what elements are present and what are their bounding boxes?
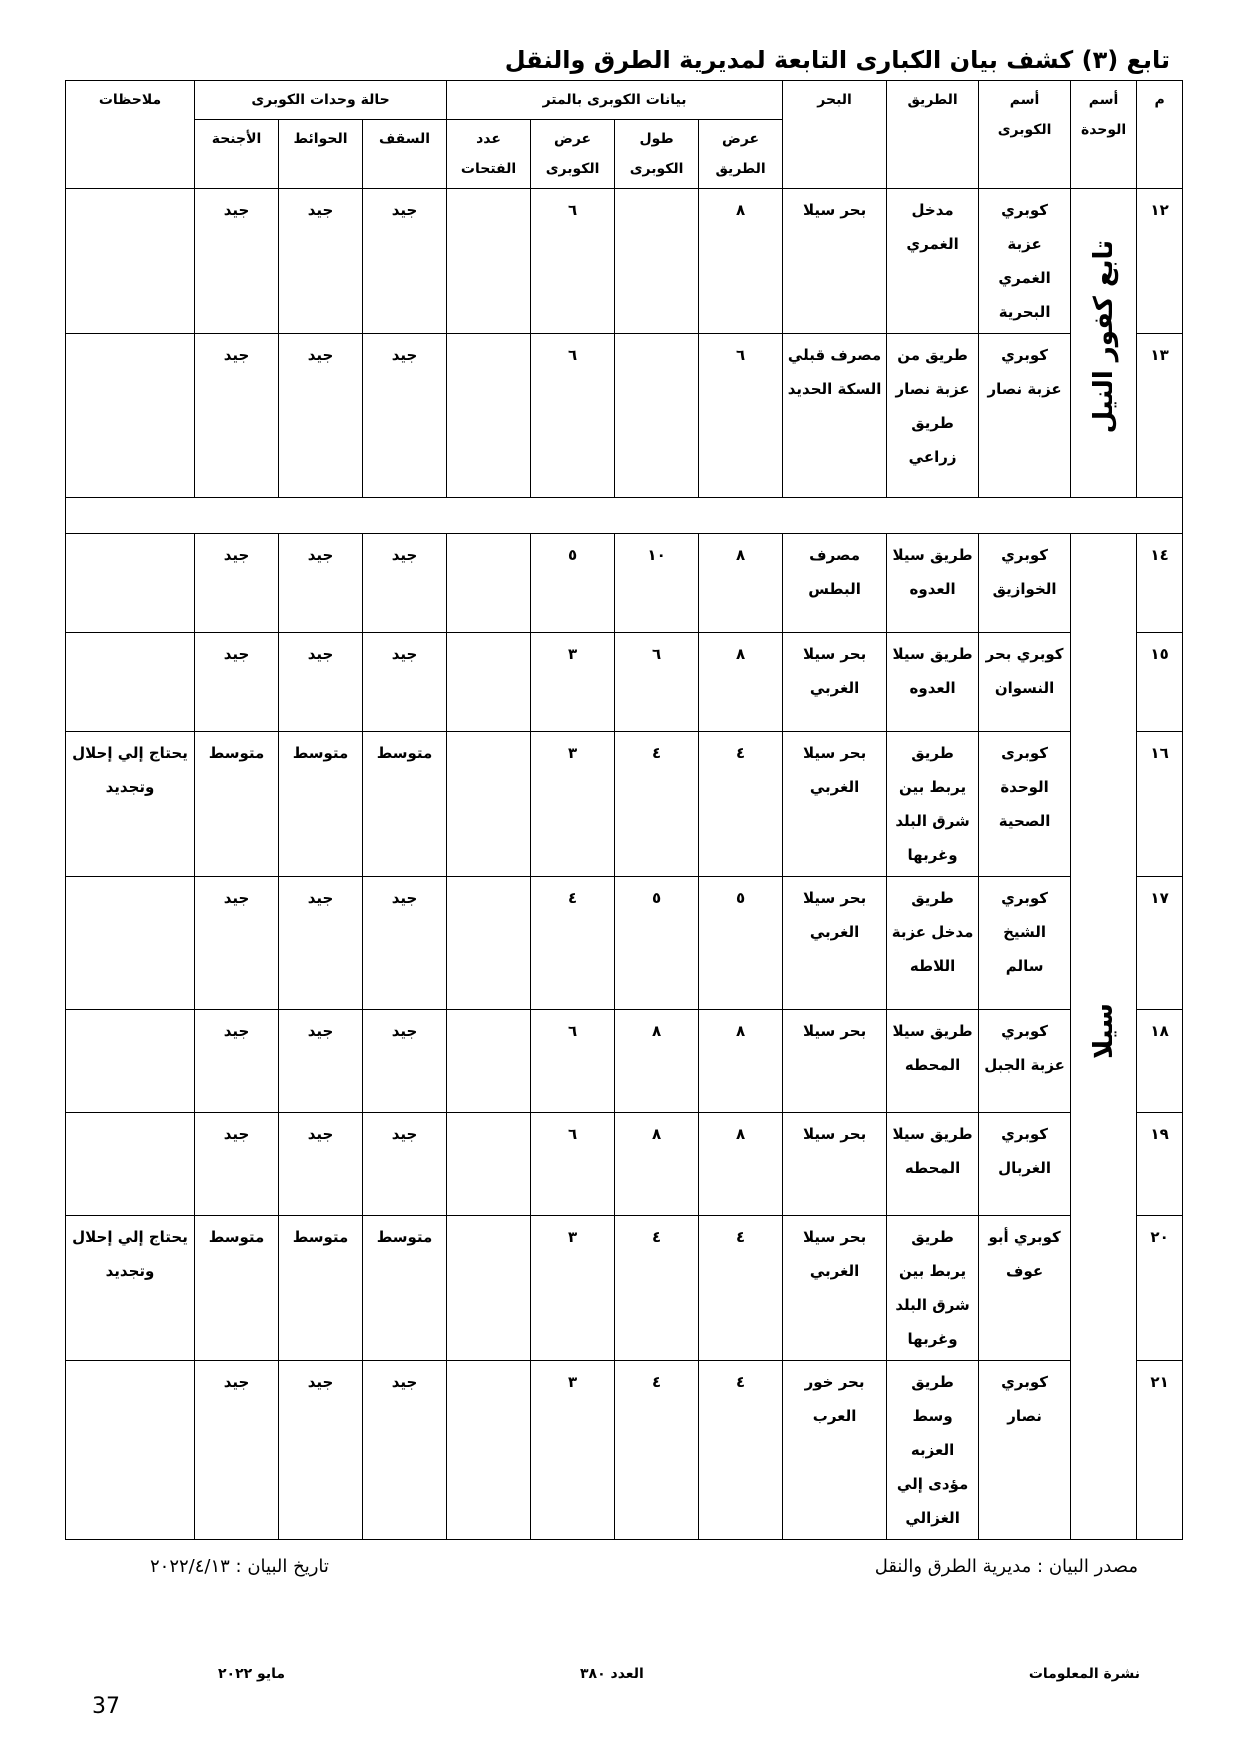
openings-cell xyxy=(447,633,531,732)
road-cell: طريق سيلا المحطه xyxy=(887,1113,979,1216)
source-note: مصدر البيان : مديرية الطرق والنقل xyxy=(874,1556,1138,1577)
road-cell: طريق سيلا العدوه xyxy=(887,534,979,633)
road-cell: طريق سيلا العدوه xyxy=(887,633,979,732)
row-number-cell: ٢٠ xyxy=(1137,1216,1183,1361)
table-row xyxy=(66,534,1183,633)
spacer-cell xyxy=(66,498,1183,534)
walls-cell: جيد xyxy=(279,1361,363,1540)
bridge-width-cell: ٦ xyxy=(531,1113,615,1216)
remarks-cell: يحتاج إلي إحلال وتجديد xyxy=(66,732,195,877)
sea-cell: مصرف البطس xyxy=(783,534,887,633)
walls-cell: جيد xyxy=(279,1010,363,1113)
road-width-cell: ٨ xyxy=(699,189,783,334)
bridge-length-cell: ٨ xyxy=(615,1010,699,1113)
road-cell: طريق من عزبة نصار طريق زراعي xyxy=(887,334,979,498)
remarks-cell xyxy=(66,334,195,498)
walls-cell: جيد xyxy=(279,1113,363,1216)
remarks-cell xyxy=(66,1010,195,1113)
bridge-width-cell: ٤ xyxy=(531,877,615,1010)
ceiling-cell: جيد xyxy=(363,334,447,498)
row-number-cell: ١٤ xyxy=(1137,534,1183,633)
header-openings: عدد الفتحات xyxy=(447,120,531,189)
row-number-cell: ١٣ xyxy=(1137,334,1183,498)
sea-cell: بحر سيلا الغربي xyxy=(783,1216,887,1361)
bridge-length-cell: ٤ xyxy=(615,1216,699,1361)
header-ceiling: السقف xyxy=(363,120,447,189)
bridge-width-cell: ٣ xyxy=(531,633,615,732)
bridge-length-cell: ٤ xyxy=(615,1361,699,1540)
table-row xyxy=(66,334,1183,498)
header-sea: البحر xyxy=(783,81,887,189)
sea-cell: بحر سيلا الغربي xyxy=(783,633,887,732)
wings-cell: جيد xyxy=(195,189,279,334)
openings-cell xyxy=(447,534,531,633)
unit-label: تابع كفور النيل xyxy=(1088,240,1119,434)
remarks-cell xyxy=(66,1113,195,1216)
bridge-length-cell: ٤ xyxy=(615,732,699,877)
wings-cell: متوسط xyxy=(195,1216,279,1361)
bridge-name-cell: كوبري الشيخ سالم xyxy=(979,877,1071,1010)
bridge-width-cell: ٦ xyxy=(531,334,615,498)
header-wings: الأجنحة xyxy=(195,120,279,189)
bridge-length-cell: ٥ xyxy=(615,877,699,1010)
remarks-cell xyxy=(66,1361,195,1540)
ceiling-cell: متوسط xyxy=(363,1216,447,1361)
header-road-width: عرض الطريق xyxy=(699,120,783,189)
road-cell: طريق سيلا المحطه xyxy=(887,1010,979,1113)
bridge-name-cell: كوبري عزبة الجبل xyxy=(979,1010,1071,1113)
bridge-length-cell xyxy=(615,189,699,334)
openings-cell xyxy=(447,1361,531,1540)
table-row xyxy=(66,732,1183,877)
row-number-cell: ١٦ xyxy=(1137,732,1183,877)
sea-cell: بحر سيلا xyxy=(783,1010,887,1113)
ceiling-cell: متوسط xyxy=(363,732,447,877)
ceiling-cell: جيد xyxy=(363,877,447,1010)
walls-cell: جيد xyxy=(279,534,363,633)
row-number-cell: ١٨ xyxy=(1137,1010,1183,1113)
wings-cell: جيد xyxy=(195,1010,279,1113)
footer-publication: نشرة المعلومات xyxy=(1028,1666,1140,1682)
bridge-name-cell: كوبري الخوازيق xyxy=(979,534,1071,633)
table-row xyxy=(66,1216,1183,1361)
header-remarks: ملاحظات xyxy=(66,81,195,189)
road-width-cell: ٥ xyxy=(699,877,783,1010)
remarks-cell xyxy=(66,534,195,633)
sea-cell: مصرف قبلي السكة الحديد xyxy=(783,334,887,498)
table-row xyxy=(66,633,1183,732)
walls-cell: متوسط xyxy=(279,732,363,877)
header-bridge-width: عرض الكوبرى xyxy=(531,120,615,189)
bridge-width-cell: ٣ xyxy=(531,1361,615,1540)
row-number-cell: ١٥ xyxy=(1137,633,1183,732)
page-number: 37 xyxy=(92,1694,120,1719)
walls-cell: جيد xyxy=(279,334,363,498)
ceiling-cell: جيد xyxy=(363,189,447,334)
sea-cell: بحر سيلا الغربي xyxy=(783,732,887,877)
openings-cell xyxy=(447,877,531,1010)
wings-cell: جيد xyxy=(195,1361,279,1540)
bridge-length-cell xyxy=(615,334,699,498)
road-cell: طريق يربط بين شرق البلد وغربها xyxy=(887,732,979,877)
openings-cell xyxy=(447,1010,531,1113)
road-width-cell: ٤ xyxy=(699,1216,783,1361)
openings-cell xyxy=(447,1113,531,1216)
row-number-cell: ١٢ xyxy=(1137,189,1183,334)
road-width-cell: ٤ xyxy=(699,732,783,877)
row-number-cell: ١٩ xyxy=(1137,1113,1183,1216)
header-road: الطريق xyxy=(887,81,979,189)
table-row xyxy=(66,189,1183,334)
ceiling-cell: جيد xyxy=(363,1010,447,1113)
sea-cell: بحر سيلا xyxy=(783,1113,887,1216)
road-width-cell: ٤ xyxy=(699,1361,783,1540)
road-width-cell: ٨ xyxy=(699,1010,783,1113)
page-title: تابع (٣) كشف بيان الكبارى التابعة لمديرية الطرق والنقل xyxy=(504,46,1170,74)
table-row xyxy=(66,1361,1183,1540)
road-width-cell: ٨ xyxy=(699,633,783,732)
bridge-name-cell: كوبرى الوحدة الصحية xyxy=(979,732,1071,877)
openings-cell xyxy=(447,189,531,334)
ceiling-cell: جيد xyxy=(363,534,447,633)
road-width-cell: ٨ xyxy=(699,534,783,633)
table-row xyxy=(66,1113,1183,1216)
remarks-cell xyxy=(66,189,195,334)
bridge-name-cell: كوبري أبو عوف xyxy=(979,1216,1071,1361)
road-cell: طريق مدخل عزبة اللاطه xyxy=(887,877,979,1010)
bridge-length-cell: ١٠ xyxy=(615,534,699,633)
bridge-length-cell: ٨ xyxy=(615,1113,699,1216)
bridge-width-cell: ٣ xyxy=(531,732,615,877)
bridge-length-cell: ٦ xyxy=(615,633,699,732)
footer-month: مايو ٢٠٢٢ xyxy=(218,1666,286,1682)
table-body xyxy=(66,189,1183,1540)
bridge-name-cell: كوبري نصار xyxy=(979,1361,1071,1540)
wings-cell: جيد xyxy=(195,633,279,732)
bridge-name-cell: كوبري عزبة الغمري البحرية xyxy=(979,189,1071,334)
unit-cell xyxy=(1071,189,1137,498)
remarks-cell xyxy=(66,877,195,1010)
road-cell: طريق يربط بين شرق البلد وغربها xyxy=(887,1216,979,1361)
header-walls: الحوائط xyxy=(279,120,363,189)
sea-cell: بحر خور العرب xyxy=(783,1361,887,1540)
sea-cell: بحر سيلا الغربي xyxy=(783,877,887,1010)
header-bridge-name: أسم الكوبرى xyxy=(979,81,1071,189)
wings-cell: جيد xyxy=(195,877,279,1010)
road-cell: مدخل الغمري xyxy=(887,189,979,334)
remarks-cell: يحتاج إلي إحلال وتجديد xyxy=(66,1216,195,1361)
road-width-cell: ٨ xyxy=(699,1113,783,1216)
unit-label: سيلا xyxy=(1088,1002,1119,1059)
header-num: م xyxy=(1137,81,1183,189)
walls-cell: جيد xyxy=(279,877,363,1010)
wings-cell: جيد xyxy=(195,534,279,633)
bridges-table xyxy=(65,80,1183,1540)
ceiling-cell: جيد xyxy=(363,633,447,732)
bridge-width-cell: ٦ xyxy=(531,189,615,334)
row-number-cell: ١٧ xyxy=(1137,877,1183,1010)
remarks-cell xyxy=(66,633,195,732)
footer-issue: العدد ٣٨٠ xyxy=(580,1666,644,1682)
bridge-name-cell: كوبري الغربال xyxy=(979,1113,1071,1216)
road-width-cell: ٦ xyxy=(699,334,783,498)
wings-cell: جيد xyxy=(195,1113,279,1216)
header-unit: أسم الوحدة xyxy=(1071,81,1137,189)
header-bridge-length: طول الكوبرى xyxy=(615,120,699,189)
header-condition-group: حالة وحدات الكوبرى xyxy=(195,81,447,120)
ceiling-cell: جيد xyxy=(363,1361,447,1540)
openings-cell xyxy=(447,1216,531,1361)
wings-cell: جيد xyxy=(195,334,279,498)
bridge-name-cell: كوبري عزبة نصار xyxy=(979,334,1071,498)
walls-cell: متوسط xyxy=(279,1216,363,1361)
spacer-row xyxy=(66,498,1183,534)
sea-cell: بحر سيلا xyxy=(783,189,887,334)
wings-cell: متوسط xyxy=(195,732,279,877)
walls-cell: جيد xyxy=(279,633,363,732)
bridge-width-cell: ٥ xyxy=(531,534,615,633)
row-number-cell: ٢١ xyxy=(1137,1361,1183,1540)
openings-cell xyxy=(447,334,531,498)
bridge-name-cell: كوبري بحر النسوان xyxy=(979,633,1071,732)
date-note: تاريخ البيان : ٢٠٢٢/٤/١٣ xyxy=(150,1556,329,1577)
openings-cell xyxy=(447,732,531,877)
bridge-width-cell: ٣ xyxy=(531,1216,615,1361)
unit-cell xyxy=(1071,534,1137,1540)
table-row xyxy=(66,1010,1183,1113)
ceiling-cell: جيد xyxy=(363,1113,447,1216)
header-data-group: بيانات الكوبرى بالمتر xyxy=(447,81,783,120)
table-row xyxy=(66,877,1183,1010)
bridge-width-cell: ٦ xyxy=(531,1010,615,1113)
road-cell: طريق وسط العزبه مؤدى إلي الغزالي xyxy=(887,1361,979,1540)
walls-cell: جيد xyxy=(279,189,363,334)
